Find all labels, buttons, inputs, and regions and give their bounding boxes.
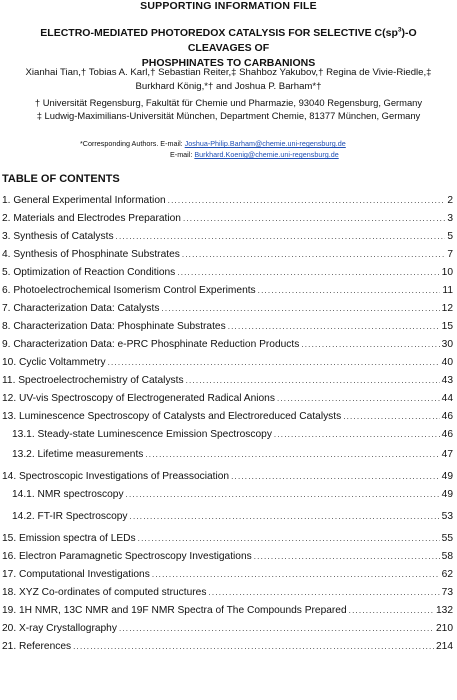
corr-label: *Corresponding Authors. E-mail: [80,139,183,148]
toc-leader [343,410,439,424]
toc-entry[interactable] [2,584,457,600]
toc-entry-label: 9. Characterization Data: e-PRC Phosphinate Reduction Products [2,339,300,350]
toc-heading: TABLE OF CONTENTS [2,173,120,185]
toc-leader [186,374,440,388]
toc-entry[interactable] [2,246,457,262]
toc-leader [183,212,445,226]
toc-leader [228,320,440,334]
email-link-barham[interactable]: Joshua-Philip.Barham@chemie.uni-regensburg.de [184,139,346,148]
toc-entry-label: 3. Synthesis of Catalysts [2,231,114,242]
toc-entry-label: 14.1. NMR spectroscopy [12,489,124,500]
toc-entry-page: 7 [447,249,453,260]
toc-leader [130,510,440,524]
toc-leader [73,640,434,654]
toc-entry[interactable] [2,408,457,424]
title-superscript: 3 [397,26,402,34]
toc-entry[interactable] [2,336,457,352]
toc-entry-page: 12 [441,303,453,314]
toc-entry-page: 73 [441,587,453,598]
toc-entry[interactable] [2,638,457,654]
toc-leader [349,604,434,618]
corr-row1 [80,138,450,149]
toc-entry[interactable] [2,372,457,388]
email-link-koenig[interactable]: Burkhard.Koenig@chemie.uni-regensburg.de [194,150,339,159]
toc-entry[interactable] [2,566,457,582]
toc-entry[interactable] [2,354,457,370]
toc-entry-page: 49 [441,489,453,500]
corresponding-authors [80,138,450,160]
toc-entry-label: 21. References [2,641,72,652]
toc-entry-label: 12. UV-vis Spectroscopy of Electrogenerated Radical Anions [2,393,275,404]
affiliation-munich: ‡ Ludwig-Maximilians-Universität München, Department Chemie, 81377 München, Germany [36,110,421,121]
toc-entry-label: 11. Spectroelectrochemistry of Catalysts [2,375,184,386]
author-list [10,66,447,94]
toc-leader [138,532,440,546]
title-line1: ELECTRO-MEDIATED PHOTOREDOX CATALYSIS FOR SELECTIVE C(sp [40,27,398,39]
corr-row2 [80,149,450,160]
toc-entry-label: 10. Cyclic Voltammetry [2,357,106,368]
toc-entry[interactable] [2,264,457,280]
toc-entry-page: 15 [441,321,453,332]
toc-entry-page: 2 [447,195,453,206]
toc-entry-label: 14. Spectroscopic Investigations of Preassociation [2,471,230,482]
toc-entry[interactable] [2,468,457,484]
toc-entry-page: 10 [441,267,453,278]
toc-entry[interactable] [2,282,457,298]
toc-entry-label: 20. X-ray Crystallography [2,623,117,634]
toc-leader [301,338,439,352]
toc-entry-page: 210 [436,623,453,634]
toc-leader [152,568,440,582]
toc-leader [168,194,446,208]
authors-line2: Burkhard König,*† and Joshua P. Barham*† [135,81,322,92]
toc-entry[interactable] [2,210,457,226]
toc-entry-page: 53 [441,511,453,522]
toc-entry[interactable] [2,602,457,618]
toc-subentry[interactable] [12,426,457,442]
toc-entry-label: 15. Emission spectra of LEDs [2,533,136,544]
toc-leader [177,266,439,280]
toc-entry-label: 7. Characterization Data: Catalysts [2,303,160,314]
toc-entry-label: 8. Characterization Data: Phosphinate Substrates [2,321,226,332]
toc-leader [277,392,440,406]
toc-leader [116,230,446,244]
toc-leader [254,550,440,564]
toc-entry-page: 40 [441,357,453,368]
toc-entry-page: 55 [441,533,453,544]
toc-entry-label: 4. Synthesis of Phosphinate Substrates [2,249,180,260]
toc-entry[interactable] [2,300,457,316]
toc-entry-page: 47 [441,449,453,460]
toc-leader [126,488,440,502]
affiliation-regensburg: † Universität Regensburg, Fakultät für Chemie und Pharmazie, 93040 Regensburg, Germany [34,97,423,108]
toc-entry-page: 46 [441,411,453,422]
toc-entry[interactable] [2,548,457,564]
toc-entry-page: 5 [447,231,453,242]
toc-leader [208,586,439,600]
toc-entry-page: 62 [441,569,453,580]
toc-entry-label: 13.2. Lifetime measurements [12,449,144,460]
toc-entry[interactable] [2,318,457,334]
toc-entry-page: 58 [441,551,453,562]
corr-label2: E-mail: [170,150,193,159]
toc-leader [161,302,439,316]
toc-entry-label: 2. Materials and Electrodes Preparation [2,213,181,224]
toc-entry-label: 13. Luminescence Spectroscopy of Catalysts and Electroreduced Catalysts [2,411,342,422]
toc-entry-page: 49 [441,471,453,482]
toc-subentry[interactable] [12,508,457,524]
toc-entry-page: 132 [436,605,453,616]
toc-entry-page: 44 [441,393,453,404]
toc-entry[interactable] [2,228,457,244]
toc-leader [258,284,441,298]
toc-subentry[interactable] [12,486,457,502]
toc-entry[interactable] [2,192,457,208]
toc-entry-page: 3 [447,213,453,224]
document-header: SUPPORTING INFORMATION FILE [140,0,317,12]
toc-entry-label: 13.1. Steady-state Luminescence Emission Spectroscopy [12,429,272,440]
toc-entry[interactable] [2,620,457,636]
toc-entry-page: 46 [441,429,453,440]
toc-entry-label: 5. Optimization of Reaction Conditions [2,267,176,278]
toc-leader [119,622,434,636]
toc-leader [274,428,440,442]
toc-entry-label: 1. General Experimental Information [2,195,166,206]
toc-entry[interactable] [2,530,457,546]
toc-leader [108,356,440,370]
title-line2: PHOSPHINATES TO CARBANIONS [141,57,316,69]
toc-entry-label: 17. Computational Investigations [2,569,150,580]
toc-subentry[interactable] [12,446,457,462]
toc-leader [182,248,446,262]
toc-entry-page: 214 [436,641,453,652]
affiliations [10,96,447,122]
toc-entry-label: 14.2. FT-IR Spectroscopy [12,511,128,522]
toc-entry-label: 18. XYZ Co-ordinates of computed structures [2,587,207,598]
toc-entry[interactable] [2,390,457,406]
toc-entry-page: 43 [441,375,453,386]
toc-entry-label: 6. Photoelectrochemical Isomerism Control Experiments [2,285,256,296]
toc-entry-label: 19. 1H NMR, 13C NMR and 19F NMR Spectra of The Compounds Prepared [2,605,347,616]
toc-entry-page: 30 [441,339,453,350]
toc-leader [145,448,439,462]
toc-leader [231,470,440,484]
title-line1-end: )-O CLEAVAGES OF [187,27,417,54]
authors-line1: Xianhai Tian,† Tobias A. Karl,† Sebastian Reiter,‡ Shahboz Yakubov,† Regina de Vivie-Riedle,‡ [25,67,432,78]
paper-title [10,26,447,71]
toc-entry-page: 11 [442,285,453,296]
toc-entry-label: 16. Electron Paramagnetic Spectroscopy Investigations [2,551,252,562]
